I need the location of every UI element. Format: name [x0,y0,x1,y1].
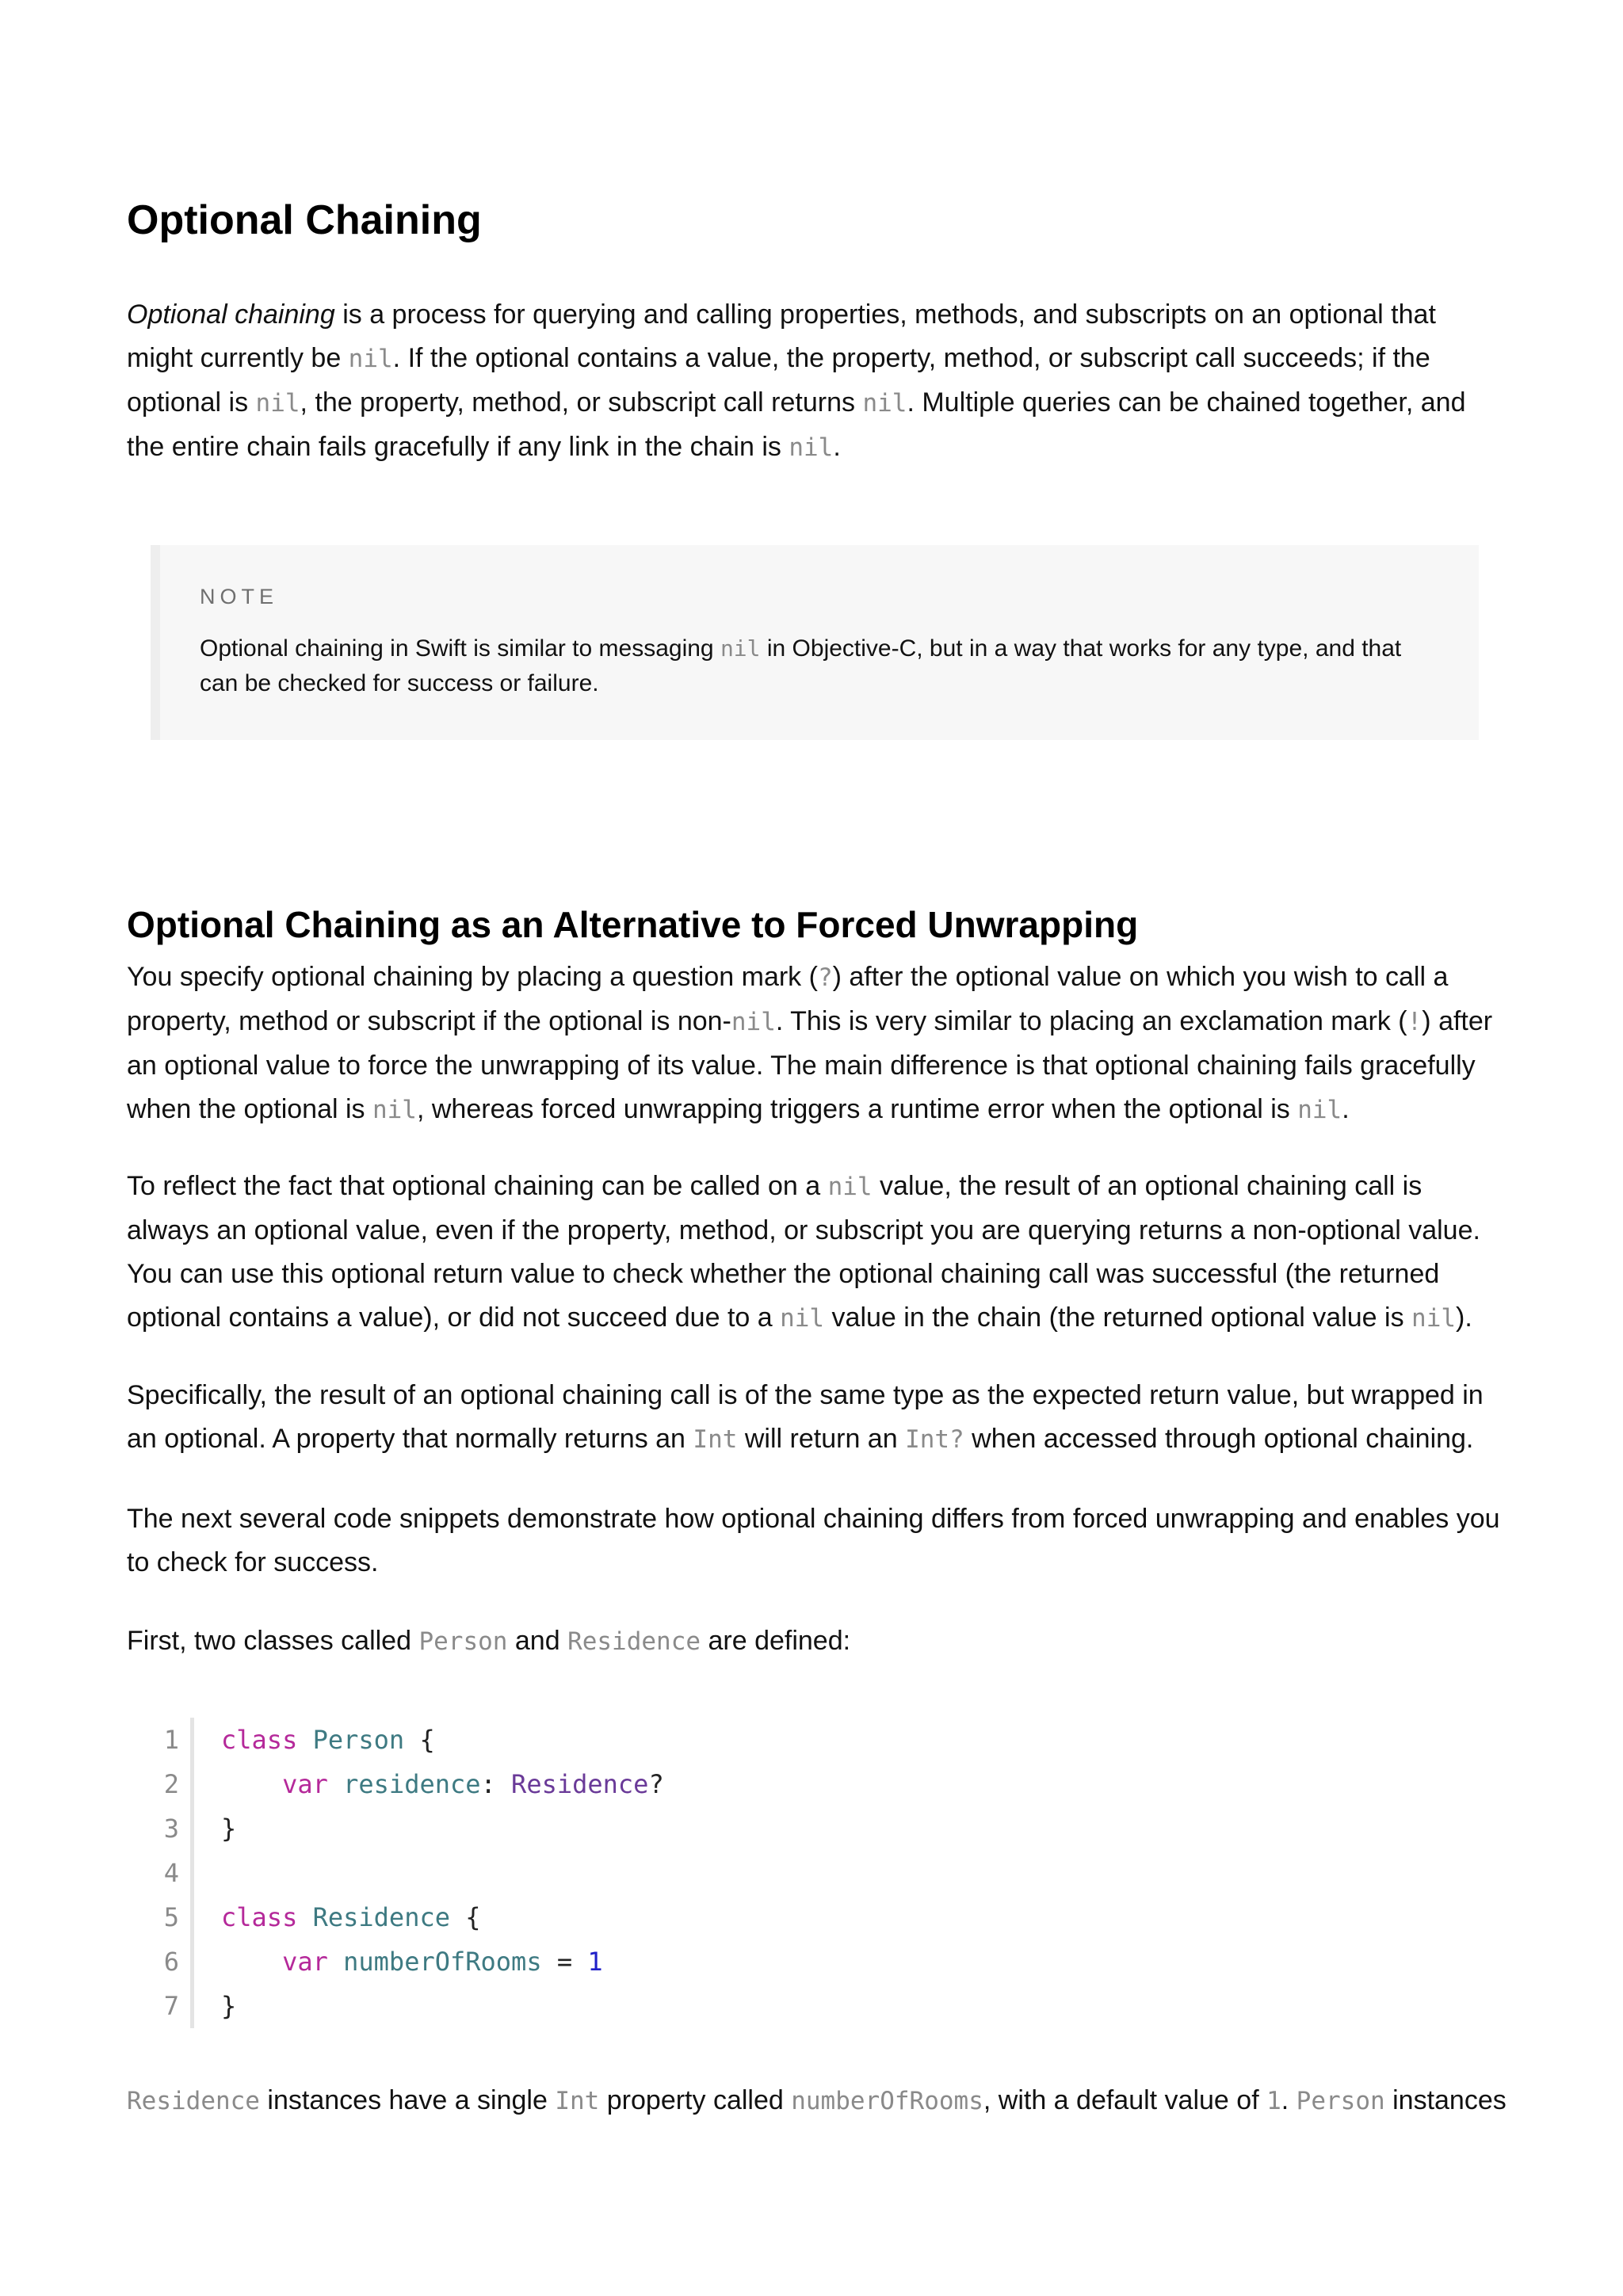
paragraph-code-snippets: The next several code snippets demonstrate how optional chaining differs from forced unwrapping and enables you to check for success. [127,1504,1500,1577]
paragraph-specifically: Specifically, the result of an optional chaining call is of the same type as the expected return value, but wrapped in an optional. A property that normally returns an Int will return an Int? when accessed through optional chaining. [127,1380,1484,1454]
inline-code: ! [1407,1008,1423,1036]
inline-code: Int [693,1425,738,1454]
paragraph-optional-result: To reflect the fact that optional chaining can be called on a nil value, the result of an optional chaining call is always an optional value, even if the property, method, or subscript you are querying returns a non-optional value. You can use this optional return value to check whether the optional chaining call was successful (the returned optional contains a value), or did not succeed due to a nil value in the chain (the returned optional value is nil). [127,1171,1480,1333]
inline-code: numberOfRooms [791,2087,983,2115]
paragraph-classes-defined: First, two classes called Person and Residence are defined: [127,1626,851,1656]
paragraph-residence-instances: Residence instances have a single Int property called numberOfRooms, with a default value of 1. Person instances [127,2085,1507,2115]
line-number: 4 [135,1851,194,1895]
inline-code: Person [1296,2087,1385,2115]
code-line: 1 class Person { [135,1718,1482,1762]
line-number: 3 [135,1806,194,1851]
line-number: 7 [135,1984,194,2028]
inline-code: Residence [127,2087,260,2115]
line-number: 6 [135,1939,194,1984]
inline-code: Int [555,2087,600,2115]
code-line: 3 } [135,1806,1482,1851]
inline-code: nil [348,345,393,373]
inline-code: nil [780,1304,825,1333]
inline-code: ? [817,963,833,992]
inline-code: nil [1411,1304,1457,1333]
code-line: 5 class Residence { [135,1895,1482,1939]
section-title: Optional Chaining as an Alternative to Forced Unwrapping [127,904,1139,945]
inline-code: nil [789,433,834,462]
line-number: 1 [135,1718,194,1762]
inline-code: nil [1297,1096,1342,1124]
inline-code: nil [372,1096,417,1124]
code-line: 7 } [135,1984,1482,2028]
inline-code: nil [731,1008,776,1036]
inline-code: nil [862,389,907,418]
note-text: Optional chaining in Swift is similar to messaging nil in Objective-C, but in a way that works for any type, and that can be checked for success or failure. [200,635,1402,696]
inline-code: Int? [905,1425,964,1454]
inline-code: nil [720,635,761,662]
inline-code: nil [255,389,300,418]
inline-code: 1 [1266,2087,1281,2115]
note-box [151,545,1479,740]
inline-code: Person [418,1627,508,1656]
inline-code: Residence [567,1627,701,1656]
code-line: 2 var residence: Residence? [135,1762,1482,1806]
line-number: 2 [135,1762,194,1806]
line-number: 5 [135,1895,194,1939]
inline-code: nil [827,1173,873,1201]
code-block [135,1718,1482,2028]
paragraph-question-mark: You specify optional chaining by placing a question mark (?) after the optional value on which you wish to call a property, method or subscript if the optional is non-nil. This is very similar to placing an exclamation mark (!) after an optional value to force the unwrapping of its value. The main difference is that optional chaining fails gracefully when the optional is nil, whereas forced unwrapping triggers a runtime error when the optional is nil. [127,962,1493,1124]
emphasis-term: Optional chaining [127,299,335,330]
page-title: Optional Chaining [127,197,482,243]
code-line: 6 var numberOfRooms = 1 [135,1939,1482,1984]
note-label: NOTE [200,585,279,608]
intro-paragraph: Optional chaining is a process for querying and calling properties, methods, and subscripts on an optional that might currently be nil. If the optional contains a value, the property, method, or subscript call succeeds; if the optional is nil, the property, method, or subscript call returns nil. Multiple queries can be chained together, and the entire chain fails gracefully if any link in the chain is nil. [127,299,1466,462]
code-line [135,1851,1482,1895]
